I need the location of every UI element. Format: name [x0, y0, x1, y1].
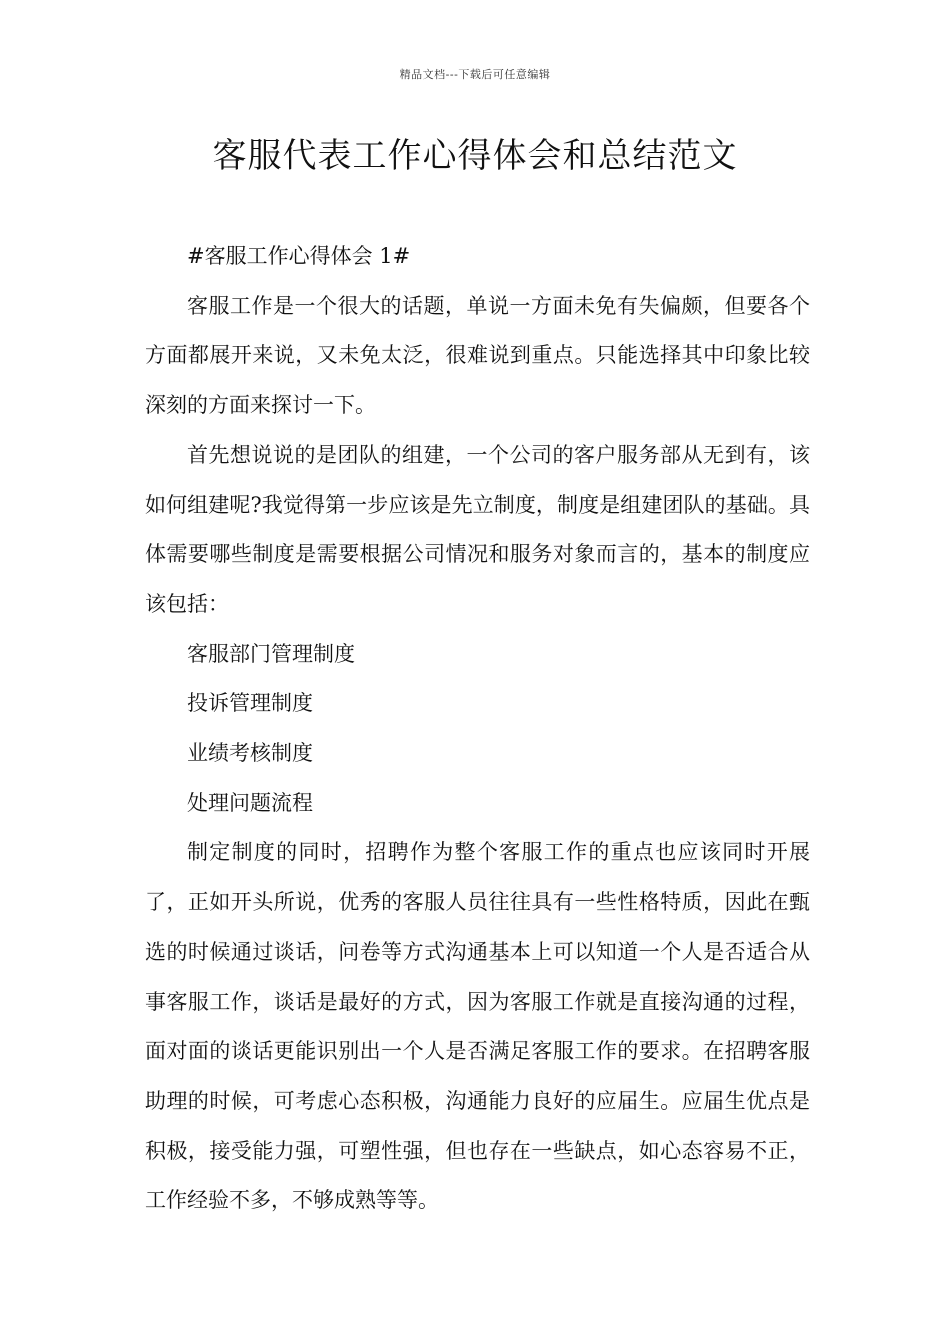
list-item: 投诉管理制度: [187, 691, 313, 716]
paragraph: 客服工作是一个很大的话题，单说一方面未免有失偏颇，但要各个方面都展开来说，又未免太泛，很难说到重点。只能选择其中印象比较深刻的方面来探讨一下。: [145, 293, 810, 418]
list-item: 业绩考核制度: [187, 741, 313, 766]
document-title: 客服代表工作心得体会和总结范文: [212, 136, 738, 176]
document-body: [145, 232, 810, 1226]
section-heading: #客服工作心得体会 1#: [187, 244, 411, 268]
list-item: 处理问题流程: [187, 790, 313, 815]
header-note: 精品文档---下载后可任意编辑: [399, 68, 551, 81]
list-item: 客服部门管理制度: [187, 641, 355, 666]
paragraph: 首先想说说的是团队的组建，一个公司的客户服务部从无到有，该如何组建呢?我觉得第一步应该是先立制度，制度是组建团队的基础。具体需要哪些制度是需要根据公司情况和服务对象而言的，基本的制度应该包括：: [145, 442, 810, 616]
paragraph: 制定制度的同时，招聘作为整个客服工作的重点也应该同时开展了，正如开头所说，优秀的客服人员往往具有一些性格特质，因此在甄选的时候通过谈话，问卷等方式沟通基本上可以知道一个人是否适合从事客服工作，谈话是最好的方式，因为客服工作就是直接沟通的过程，面对面的谈话更能识别出一个人是否满足客服工作的要求。在招聘客服助理的时候，可考虑心态积极，沟通能力良好的应届生。应届生优点是积极，接受能力强，可塑性强，但也存在一些缺点，如心态容易不正，工作经验不多，不够成熟等等。: [145, 840, 810, 1213]
